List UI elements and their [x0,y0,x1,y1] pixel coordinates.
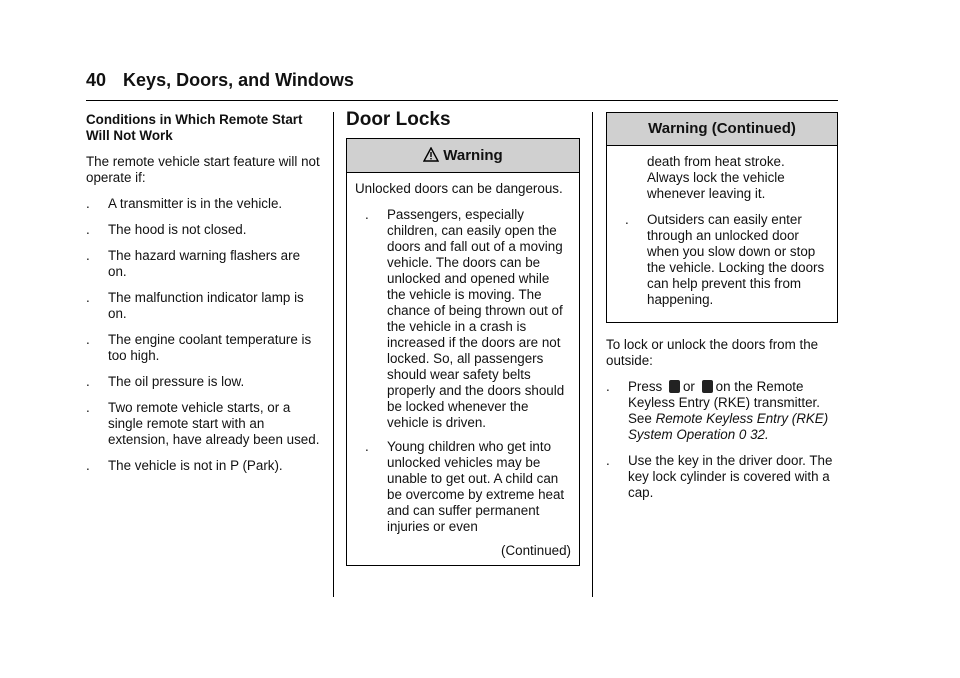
warning-body [347,173,579,565]
column-divider [333,112,334,597]
cross-reference[interactable]: Remote Keyless Entry (RKE) System Operation [628,411,829,442]
list-item: . A transmitter is in the vehicle. [86,196,283,211]
page-header [86,70,354,91]
section-heading: Conditions in Which Remote Start Will Not Work [86,112,303,143]
warning-intro: Unlocked doors can be dangerous. [355,181,563,196]
remote-start-column [86,112,322,484]
lock-icon [669,380,680,393]
continued-label: (Continued) [501,543,571,558]
page-title: Keys, Doors, and Windows [123,70,354,90]
list-item: . Use the key in the driver door. The key lock cylinder is covered with a cap. [606,453,833,500]
list-item: . The oil pressure is low. [86,374,245,389]
list-item: . The hazard warning flashers are on. [86,248,301,279]
list-item: . The vehicle is not in P (Park). [86,458,283,473]
door-locks-column [346,110,580,566]
warning-header [347,139,579,173]
list-item: . Press or on the Remote Keyless Entry (RKE) transmitter. See Remote Keyless Entry (RKE) System Operation 0 32. [606,379,829,442]
header-rule [86,100,838,101]
condition-list [86,196,322,474]
warning-box-continued [606,112,838,323]
page-number: 40 [86,70,107,90]
door-locks-title: Door Locks [346,109,451,130]
warning-continuation: death from heat stroke. Always lock the vehicle whenever leaving it. [647,154,785,201]
cross-reference-page[interactable]: 0 32. [738,427,769,442]
column-divider [592,112,593,597]
warning-item: . Young children who get into unlocked vehicles may be unable to get out. A child can be overcome by extreme heat and can suffer permanent injuries or even [365,439,565,534]
warning-item: . Outsiders can easily enter through an unlocked door when you slow down or stop the vehicle. Locking the doors can help prevent this from happening. [625,212,825,307]
warning-item: . Passengers, especially children, can easily open the doors and fall out of a moving vehicle. The doors can be unlocked and opened while the vehicle is moving. The chance of being thrown out of the vehicle in a crash is increased if the doors are not locked. So, all passengers should wear safety belts properly and the doors should be locked whenever the vehicle is driven. [365,207,565,430]
list-item: . Two remote vehicle starts, or a single remote start with an extension, have already been used. [86,400,320,447]
list-item: . The engine coolant temperature is too high. [86,332,312,363]
list-item: . The hood is not closed. [86,222,247,237]
warning-body [607,146,837,322]
unlock-icon [702,380,713,393]
warning-label: Warning [443,147,503,164]
warning-box [346,138,580,566]
warning-header: Warning (Continued) [607,113,837,146]
lock-intro: To lock or unlock the doors from the outside: [606,337,819,368]
warning-triangle-icon [423,147,439,162]
intro-text: The remote vehicle start feature will not operate if: [86,154,320,185]
door-locks-continued-column [606,112,838,511]
list-item: . The malfunction indicator lamp is on. [86,290,304,321]
